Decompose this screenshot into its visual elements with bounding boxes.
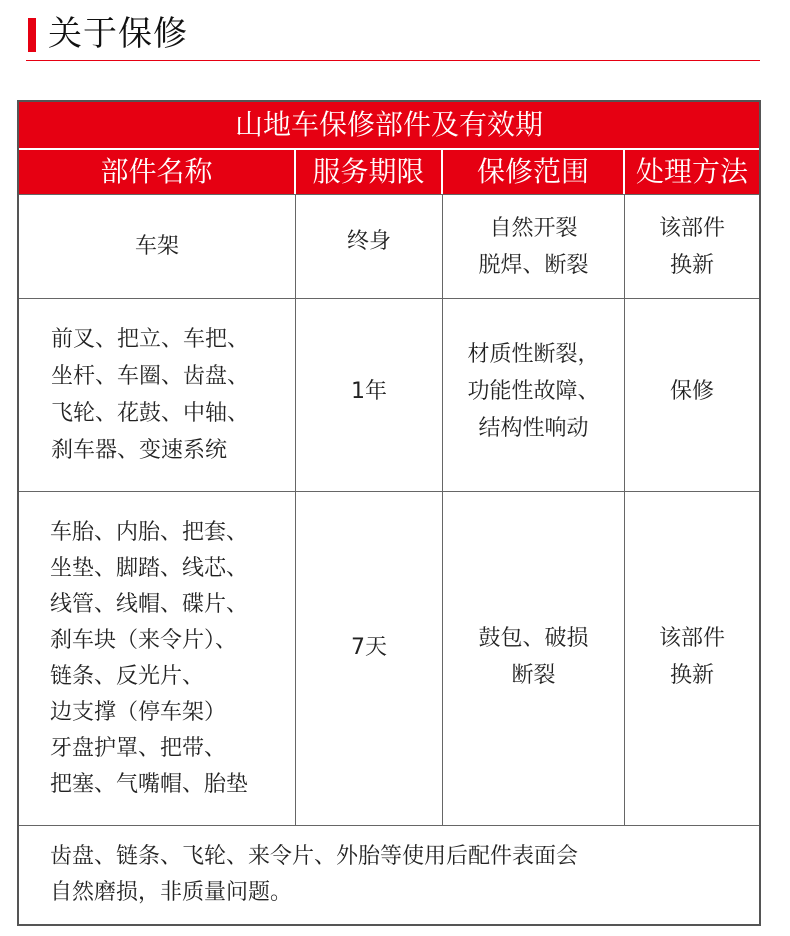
cell-line: 功能性故障、: [467, 378, 600, 404]
cell-line: 7天: [351, 635, 387, 660]
cell-line: 前叉、把立、车把、: [51, 327, 250, 352]
cell-line: 保修: [669, 378, 714, 404]
cell-line: 车胎、内胎、把套、: [50, 519, 249, 545]
cell-line: 牙盘护罩、把带、: [50, 735, 227, 761]
cell-line: 该部件: [658, 625, 725, 651]
section-header: [0, 0, 790, 64]
table-footnote: [19, 826, 759, 924]
table-caption: 山地车保修部件及有效期: [19, 102, 759, 148]
table-row-3-handling: [625, 492, 759, 825]
table-row-1-scope: [443, 195, 624, 298]
cell-line: 坐垫、脚踏、线芯、: [50, 555, 249, 581]
table-row-2-period: [296, 299, 442, 491]
table-row-2-parts: [19, 299, 295, 491]
title-underline: [26, 60, 760, 61]
cell-line: 线管、线帽、碟片、: [50, 591, 249, 617]
warranty-table: [17, 100, 761, 926]
column-header-service-period: 服务期限: [296, 150, 441, 194]
cell-line: 鼓包、破损: [478, 625, 589, 651]
table-row-2-handling: [625, 299, 759, 491]
cell-line: 材质性断裂，: [467, 341, 600, 367]
cell-line: 边支撑（停车架）: [50, 699, 227, 725]
cell-line: 车架: [134, 234, 179, 259]
table-row-1-handling: [625, 195, 759, 298]
cell-line: 自然开裂: [489, 215, 578, 241]
column-header-handling-method: 处理方法: [625, 150, 759, 194]
footnote-line: 齿盘、链条、飞轮、来令片、外胎等使用后配件表面会: [50, 844, 579, 869]
table-row-1-period: [296, 195, 442, 298]
column-header-warranty-scope: 保修范围: [443, 150, 623, 194]
cell-line: 飞轮、花鼓、中轴、: [51, 401, 250, 426]
cell-line: 断裂: [511, 662, 556, 688]
cell-line: 换新: [669, 252, 714, 278]
section-title: 关于保修: [48, 14, 188, 54]
cell-line: 把塞、气嘴帽、胎垫: [50, 771, 249, 797]
table-row-2-scope: [443, 299, 624, 491]
cell-line: 刹车块（来令片）、: [50, 627, 238, 653]
table-row-3-period: [296, 492, 442, 825]
cell-line: 该部件: [658, 215, 725, 241]
column-header-part-name: 部件名称: [19, 150, 294, 194]
cell-line: 终身: [346, 229, 391, 254]
cell-line: 坐杆、车圈、齿盘、: [51, 364, 250, 389]
cell-line: 结构性响动: [478, 415, 589, 441]
footnote-line: 自然磨损，非质量问题。: [50, 880, 293, 905]
table-row-3-scope: [443, 492, 624, 825]
cell-line: 刹车器、变速系统: [51, 438, 228, 463]
cell-line: 链条、反光片、: [50, 663, 205, 689]
cell-line: 1年: [351, 378, 387, 404]
cell-line: 脱焊、断裂: [478, 252, 589, 278]
table-row-1-parts: [19, 195, 295, 298]
cell-line: 换新: [669, 662, 714, 688]
table-row-3-parts: [19, 492, 295, 825]
title-accent-bar: [28, 18, 36, 52]
